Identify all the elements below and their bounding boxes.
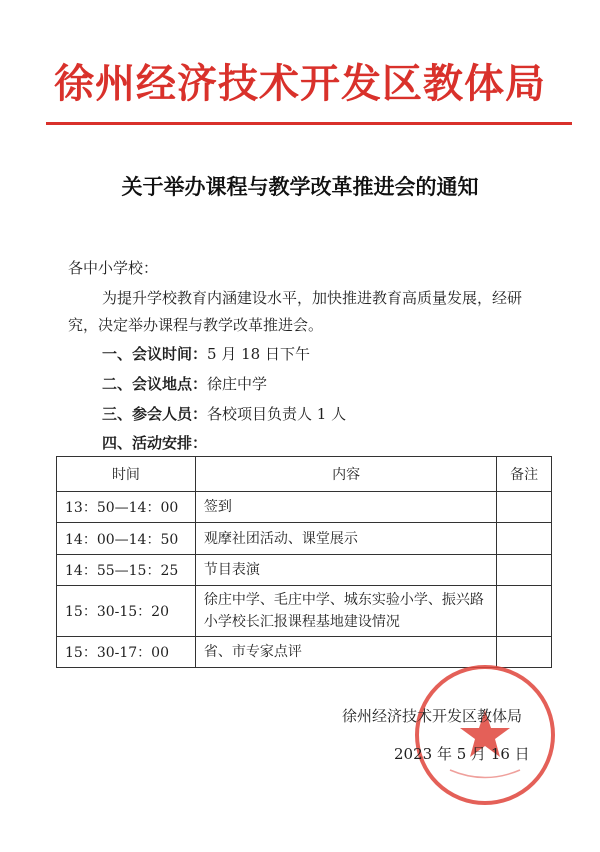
cell-content: 观摩社团活动、课堂展示 bbox=[195, 523, 496, 555]
item-key: 三、参会人员： bbox=[102, 405, 208, 423]
cell-time: 15：30-17：00 bbox=[57, 637, 196, 668]
item-schedule bbox=[102, 432, 207, 453]
org-header: 徐州经济技术开发区教体局 bbox=[54, 60, 546, 107]
cell-time: 13：50—14：00 bbox=[57, 492, 196, 523]
item-key: 一、会议时间： bbox=[102, 345, 208, 363]
seal-inner-line bbox=[450, 770, 520, 778]
cell-time: 14：00—14：50 bbox=[57, 523, 196, 555]
table-row bbox=[57, 555, 552, 586]
item-value: 徐庄中学 bbox=[207, 375, 268, 393]
cell-note bbox=[497, 523, 552, 555]
official-seal-stamp bbox=[410, 660, 560, 810]
item-attendees bbox=[102, 403, 346, 424]
salutation: 各中小学校： bbox=[68, 259, 159, 277]
cell-note bbox=[497, 586, 552, 637]
item-key: 四、活动安排： bbox=[102, 434, 208, 452]
column-header-time: 时间 bbox=[57, 457, 196, 492]
item-meeting-location bbox=[102, 373, 267, 394]
cell-note bbox=[497, 555, 552, 586]
signing-organization: 徐州经济技术开发区教体局 bbox=[342, 707, 523, 725]
body-paragraph: 为提升学校教育内涵建设水平，加快推进教育高质量发展，经研究，决定举办课程与教学改革推进会。 bbox=[68, 289, 523, 334]
schedule-table bbox=[56, 456, 552, 668]
cell-time: 14：55—15：25 bbox=[57, 555, 196, 586]
cell-note bbox=[497, 492, 552, 523]
table-row bbox=[57, 586, 552, 637]
column-header-note: 备注 bbox=[497, 457, 552, 492]
signing-date: 2023 年 5 月 16 日 bbox=[394, 745, 530, 763]
item-value: 5 月 18 日下午 bbox=[207, 345, 310, 363]
table-header-row bbox=[57, 457, 552, 492]
item-meeting-time bbox=[102, 343, 310, 364]
cell-content: 省、市专家点评 bbox=[195, 637, 496, 668]
table-row bbox=[57, 523, 552, 555]
document-title: 关于举办课程与教学改革推进会的通知 bbox=[121, 174, 479, 199]
item-key: 二、会议地点： bbox=[102, 375, 208, 393]
cell-content: 签到 bbox=[195, 492, 496, 523]
cell-content: 节目表演 bbox=[195, 555, 496, 586]
header-red-rule bbox=[46, 122, 572, 125]
cell-time: 15：30-15：20 bbox=[57, 586, 196, 637]
item-value: 各校项目负责人 1 人 bbox=[207, 405, 347, 423]
table-row bbox=[57, 492, 552, 523]
column-header-content: 内容 bbox=[195, 457, 496, 492]
cell-content: 徐庄中学、毛庄中学、城东实验小学、振兴路小学校长汇报课程基地建设情况 bbox=[195, 586, 496, 637]
